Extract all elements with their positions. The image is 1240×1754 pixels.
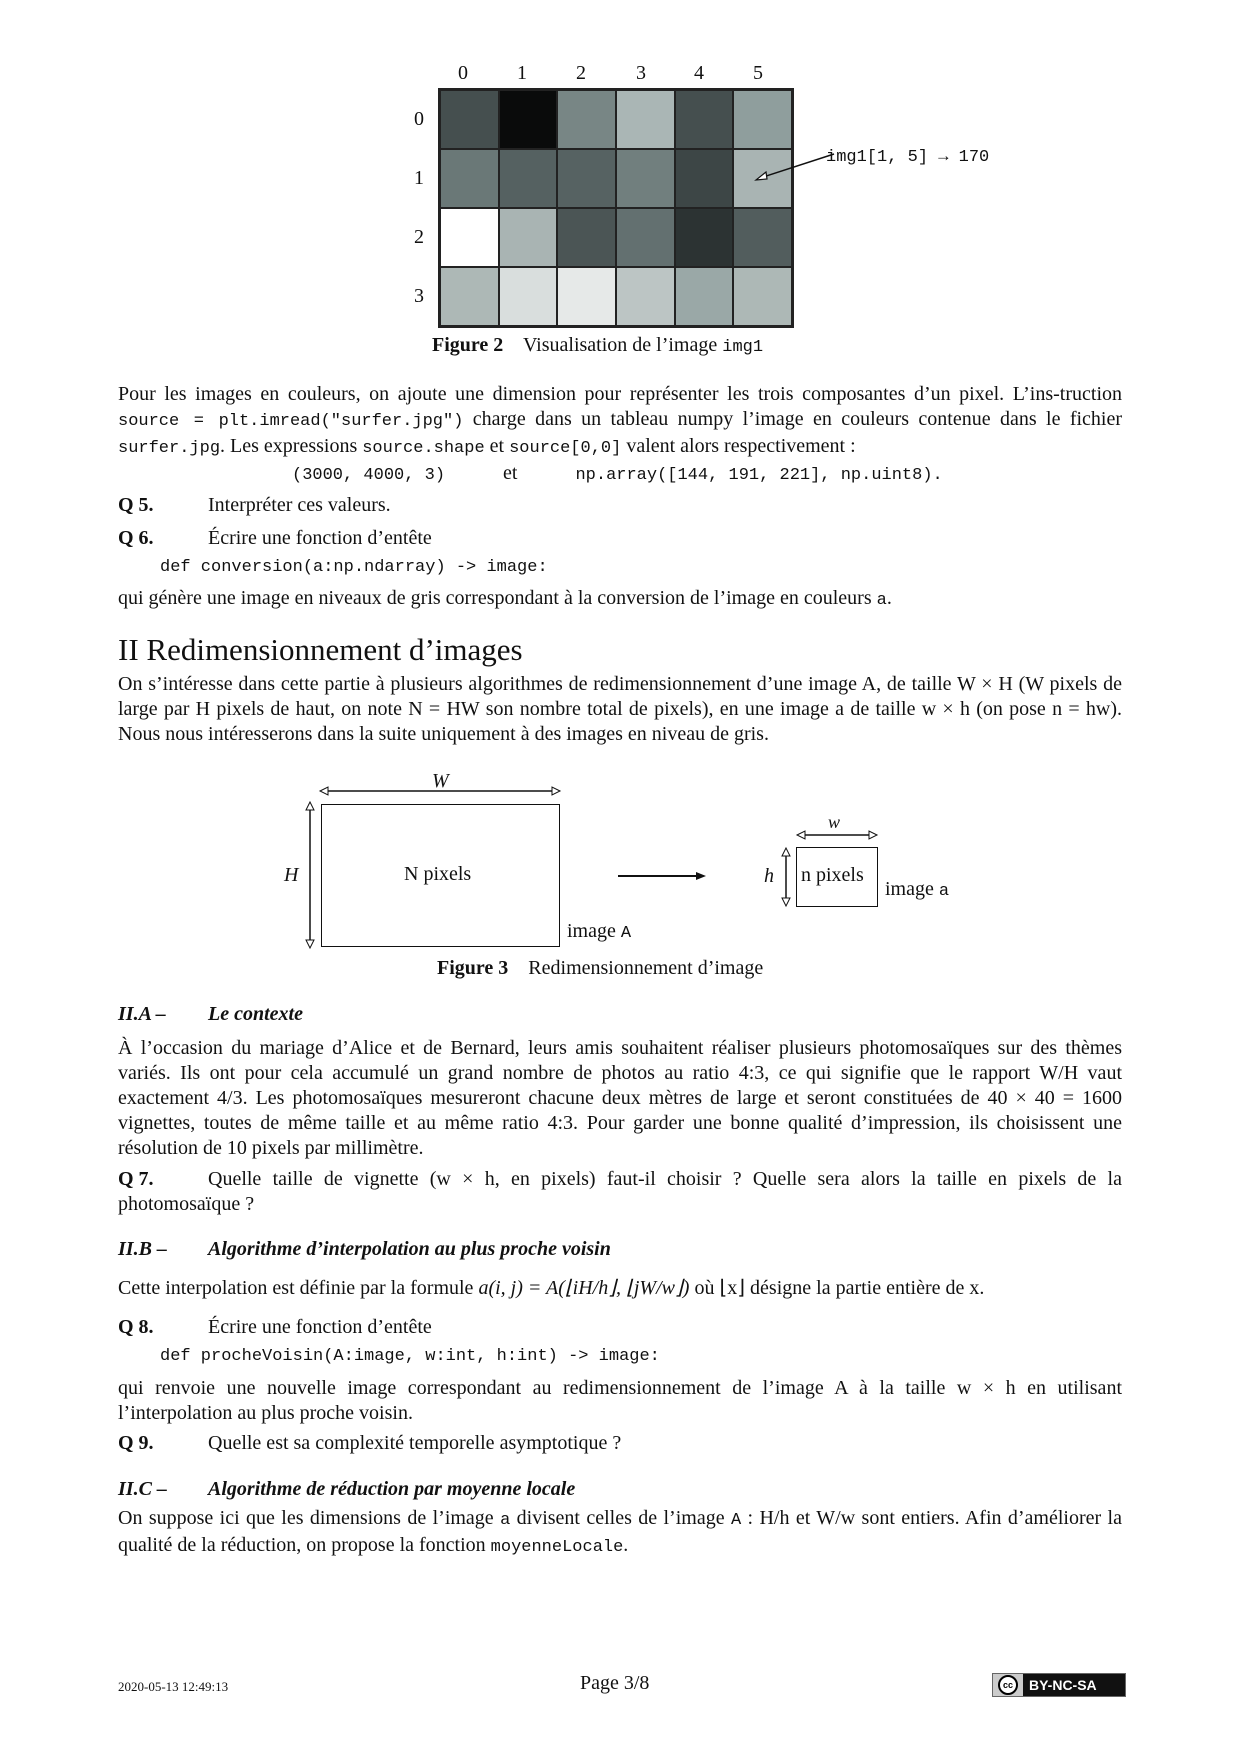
question-label: Q 9.: [118, 1432, 154, 1454]
pixel-cell-1-1: [499, 149, 558, 208]
text: .: [886, 587, 892, 609]
subsection-2b-heading: [118, 1238, 611, 1261]
subsection-2a-heading: [118, 1003, 303, 1026]
caption-text: Visualisation de l’image: [522, 334, 723, 356]
question-8: [118, 1315, 432, 1340]
question-text: Écrire une fonction d’entête: [208, 527, 432, 549]
row-label: 2: [414, 226, 424, 248]
subsection-title: Le contexte: [208, 1003, 303, 1025]
pixel-cell-3-1: [499, 267, 558, 326]
pixel-cell-0-2: [557, 90, 616, 149]
small-width-arrow-icon: [795, 829, 879, 841]
creative-commons-icon: [993, 1674, 1023, 1696]
col-label: 4: [694, 62, 704, 84]
text: image: [885, 878, 939, 900]
large-image-label: [567, 920, 631, 943]
conjunction: et: [503, 462, 518, 484]
question-6: [118, 526, 432, 551]
row-label: 1: [414, 167, 424, 189]
small-image-pixels: n pixels: [801, 864, 864, 886]
caption-text: Redimensionnement d’image: [528, 957, 764, 979]
width-label: W: [432, 770, 449, 792]
pixel-cell-2-5: [733, 208, 792, 267]
pixel-cell-1-2: [557, 149, 616, 208]
section-intro: On s’intéresse dans cette partie à plusieurs algorithmes de redimensionnement d’une image A, de taille W × H (W pixels de large par H pixels de haut, on note N = HW son nombre total de pixels), en une image a de taille w × h (on pose n = hw). Nous nous intéresserons dans la suite uniquement à des images en niveau de gris.: [118, 673, 1122, 745]
question-text: Écrire une fonction d’entête: [208, 1316, 432, 1338]
text: Cette interpolation est définie par la formule: [118, 1277, 479, 1299]
col-label: 0: [458, 62, 468, 84]
height-arrow-icon: [303, 800, 317, 950]
text: : H/h et W/w sont entiers. Afin d’améliorer la qualité de la réduction, on propose la fonction: [118, 1507, 1122, 1556]
text: Pour les images en couleurs, on ajoute une dimension pour représenter les trois composantes d’un pixel. L’ins-truction: [118, 383, 1122, 405]
proche-voisin-signature: def procheVoisin(A:image, w:int, h:int) -> image:: [160, 1347, 660, 1366]
question-label: Q 6.: [118, 527, 154, 549]
large-image-box: [321, 804, 560, 947]
small-image-label: [885, 878, 949, 901]
figure-2-caption: [432, 334, 763, 357]
text: où ⌊x⌋ désigne la partie entière de x.: [689, 1277, 985, 1299]
pixel-cell-1-0: [440, 149, 499, 208]
code: a: [500, 1511, 511, 1530]
code: a: [938, 882, 950, 901]
pixel-value: np.array([144, 191, 221], np.uint8).: [575, 466, 943, 485]
small-height-arrow-icon: [780, 846, 792, 908]
caption-label: Figure 2: [432, 334, 504, 356]
subsection-title: Algorithme de réduction par moyenne locale: [208, 1478, 576, 1500]
shape-value: (3000, 4000, 3): [292, 466, 446, 485]
page-number: Page 3/8: [580, 1672, 650, 1694]
code: source = plt.imread("surfer.jpg"): [118, 412, 464, 431]
section-title: II Redimensionnement d’images: [118, 632, 523, 667]
question-8-followup: qui renvoie une nouvelle image correspondant au redimensionnement de l’image A à la taille w × h en utilisant l’interpolation au plus proche voisin.: [118, 1377, 1122, 1424]
code: A: [730, 1511, 742, 1530]
pixel-cell-2-1: [499, 208, 558, 267]
pixel-cell-0-1: [499, 90, 558, 149]
col-label: 3: [636, 62, 646, 84]
formula: a(i, j) = A(⌊iH/h⌋, ⌊jW/w⌋): [478, 1277, 690, 1299]
local-average-paragraph: [118, 1506, 1122, 1560]
text: .: [623, 1534, 629, 1556]
subsection-2c-heading: [118, 1478, 575, 1501]
pixel-annotation: img1[1, 5] → 170: [826, 148, 990, 167]
col-label: 2: [576, 62, 586, 84]
pixel-cell-3-3: [616, 267, 675, 326]
question-label: Q 5.: [118, 494, 154, 516]
pixel-cell-3-2: [557, 267, 616, 326]
col-label: 1: [517, 62, 527, 84]
code: A: [620, 924, 632, 943]
color-images-paragraph: [118, 382, 1122, 461]
pixel-cell-0-3: [616, 90, 675, 149]
pixel-cell-3-5: [733, 267, 792, 326]
question-text: Quelle taille de vignette (w × h, en pixels) faut-il choisir ? Quelle sera alors la taille en pixels de la photomosaïque ?: [118, 1168, 1122, 1215]
large-image-pixels: N pixels: [404, 863, 472, 885]
license-text: BY-NC-SA: [1029, 1677, 1097, 1693]
text: charge dans un tableau numpy l’image en couleurs contenue dans le fichier: [463, 408, 1123, 430]
pixel-cell-2-2: [557, 208, 616, 267]
context-paragraph: À l’occasion du mariage d’Alice et de Bernard, leurs amis souhaitent réaliser plusieurs photomosaïques sur des thèmes variés. Ils ont pour cela accumulé un grand nombre de photos au ratio 4:3, ce qui signifie que le rapport W/H vaut exactement 4/3. Les photomosaïques mesureront chacune deux mètres de large et seront constituées de 40 × 40 = 1600 vignettes, toutes de même taille et au même ratio 4:3. Pour garder une bonne qualité d’impression, ils choisissent une résolution de 10 pixels par millimètre.: [118, 1037, 1122, 1159]
pixel-cell-1-4: [675, 149, 734, 208]
pixel-cell-2-0: [440, 208, 499, 267]
height-label: H: [284, 864, 299, 886]
pixel-cell-0-0: [440, 90, 499, 149]
footer-timestamp: 2020-05-13 12:49:13: [118, 1679, 229, 1694]
row-label: 0: [414, 108, 424, 130]
question-label: Q 7.: [118, 1168, 154, 1190]
text: et: [484, 435, 510, 457]
subsection-number: II.B –: [118, 1238, 167, 1260]
small-width-label: w: [828, 812, 841, 832]
conversion-signature: def conversion(a:np.ndarray) -> image:: [160, 558, 548, 577]
question-text: Interpréter ces valeurs.: [208, 494, 391, 516]
question-5: [118, 493, 391, 518]
text: . Les expressions: [220, 435, 363, 457]
text: image: [567, 920, 621, 942]
pixel-cell-2-4: [675, 208, 734, 267]
interpolation-definition: [118, 1275, 984, 1300]
subsection-number: II.C –: [118, 1478, 167, 1500]
question-9: [118, 1431, 621, 1456]
values-line: [292, 462, 943, 485]
question-label: Q 8.: [118, 1316, 154, 1338]
figure-3-caption: [437, 957, 763, 980]
text: valent alors respectivement :: [621, 435, 856, 457]
question-text: Quelle est sa complexité temporelle asymptotique ?: [208, 1432, 622, 1454]
row-label: 3: [414, 285, 424, 307]
question-6-followup: [118, 586, 1122, 613]
small-height-label: h: [764, 865, 774, 887]
pixel-grid: [438, 88, 794, 328]
code: source.shape: [362, 439, 485, 458]
code: surfer.jpg: [118, 439, 221, 458]
col-label: 5: [753, 62, 763, 84]
caption-label: Figure 3: [437, 957, 509, 979]
pixel-cell-1-3: [616, 149, 675, 208]
question-7: [118, 1167, 1122, 1217]
pixel-cell-3-0: [440, 267, 499, 326]
text: qui génère une image en niveaux de gris correspondant à la conversion de l’image en couleurs: [118, 587, 877, 609]
cc-logo-text: cc: [998, 1675, 1018, 1695]
text: divisent celles de l’image: [510, 1507, 731, 1529]
code: a: [876, 591, 887, 610]
text: On suppose ici que les dimensions de l’image: [118, 1507, 501, 1529]
width-arrow-icon: [318, 784, 562, 798]
pixel-cell-0-4: [675, 90, 734, 149]
transform-arrow-icon: [618, 870, 708, 882]
code: moyenneLocale: [490, 1538, 624, 1557]
pixel-cell-2-3: [616, 208, 675, 267]
subsection-number: II.A –: [118, 1003, 166, 1025]
code: source[0,0]: [509, 439, 622, 458]
pixel-cell-3-4: [675, 267, 734, 326]
license-badge: [992, 1673, 1126, 1697]
subsection-title: Algorithme d’interpolation au plus proche voisin: [208, 1238, 611, 1260]
pixel-cell-0-5: [733, 90, 792, 149]
caption-code: img1: [722, 338, 764, 357]
small-image-box: [796, 847, 878, 907]
